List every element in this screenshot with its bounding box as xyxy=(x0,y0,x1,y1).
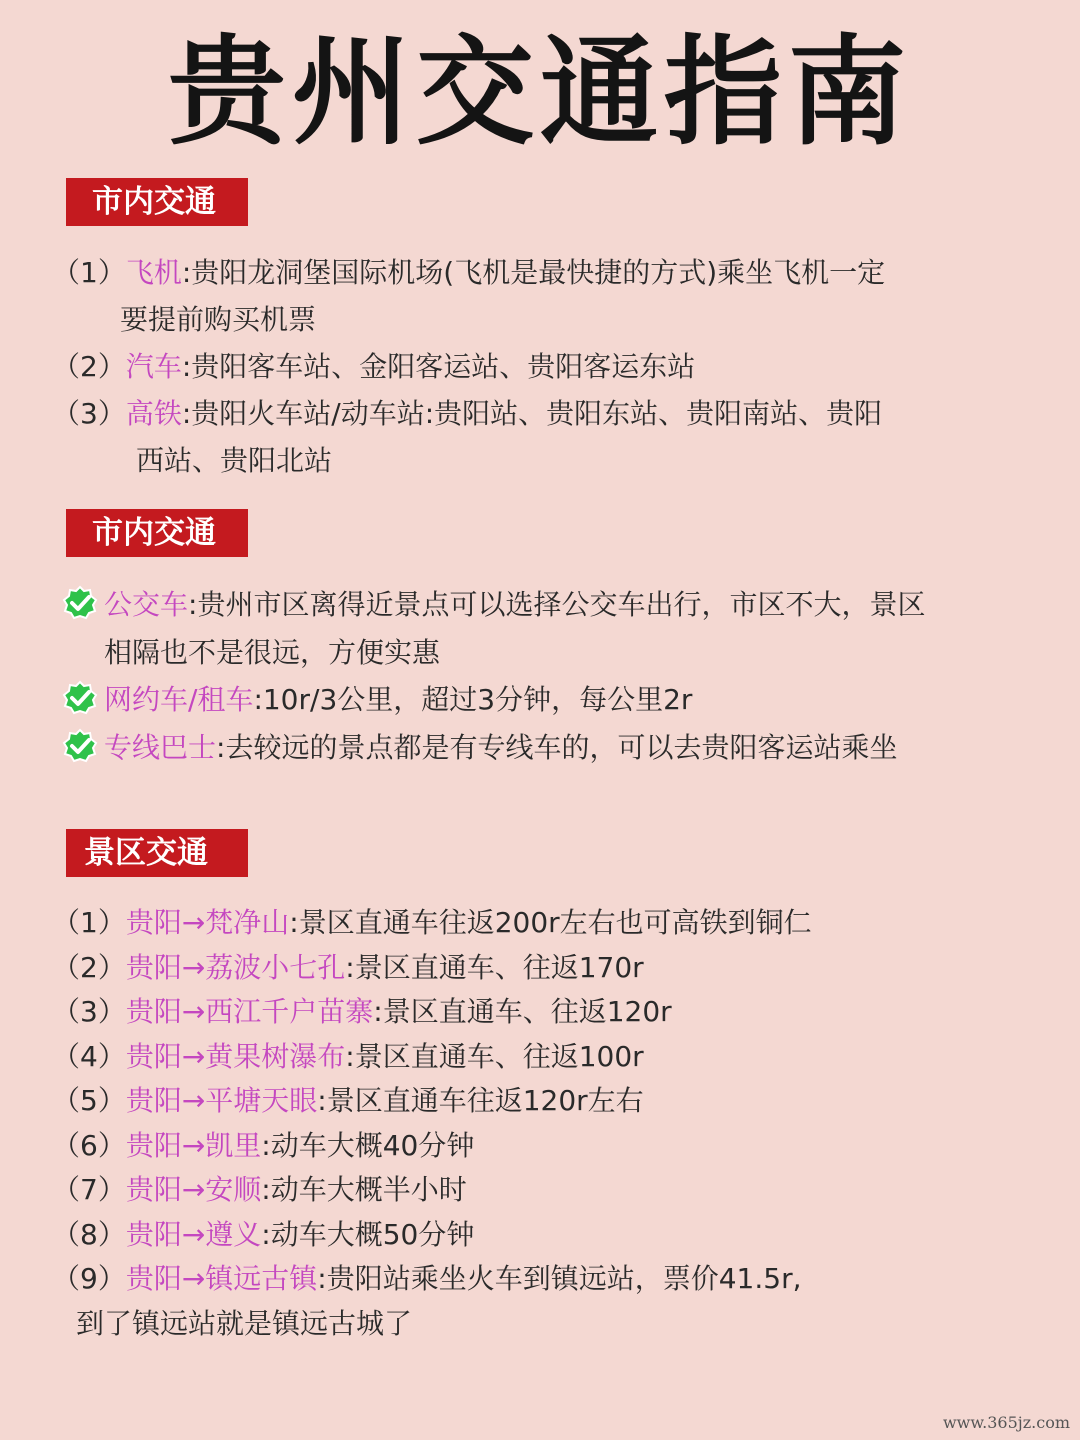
list-item xyxy=(52,948,644,988)
item-label: 贵阳→黄果树瀑布 xyxy=(125,1040,346,1073)
list-item xyxy=(52,1126,474,1166)
item-label: 贵阳→西江千户苗寨 xyxy=(125,995,374,1028)
item-number: （6） xyxy=(52,1129,126,1162)
list-item xyxy=(52,1081,644,1121)
list-item xyxy=(52,1037,644,1077)
item-label: 贵阳→安顺 xyxy=(125,1173,262,1206)
list-item xyxy=(52,347,695,387)
item-continuation: 相隔也不是很远，方便实惠 xyxy=(104,636,441,669)
item-label: 贵阳→荔波小七孔 xyxy=(125,951,346,984)
item-number: （7） xyxy=(52,1173,126,1206)
item-number: （1） xyxy=(52,256,126,289)
item-label: 贵阳→镇远古镇 xyxy=(125,1262,318,1295)
item-number: （1） xyxy=(52,906,126,939)
section-heading-city-transport: 市内交通 xyxy=(66,178,248,226)
item-text: :贵阳火车站/动车站:贵阳站、贵阳东站、贵阳南站、贵阳 xyxy=(181,397,883,430)
item-text: :景区直通车、往返170r xyxy=(345,951,644,984)
item-label: 贵阳→梵净山 xyxy=(125,906,290,939)
item-label: 贵阳→凯里 xyxy=(125,1129,262,1162)
item-number: （2） xyxy=(52,951,126,984)
item-text: :景区直通车、往返100r xyxy=(345,1040,644,1073)
item-continuation: 要提前购买机票 xyxy=(120,303,317,336)
check-badge-icon xyxy=(62,680,98,716)
page-title: 贵州交通指南 xyxy=(167,23,912,161)
item-number: （9） xyxy=(52,1262,126,1295)
item-number: （5） xyxy=(52,1084,126,1117)
list-item xyxy=(52,253,885,293)
item-number: （3） xyxy=(52,397,126,430)
item-label: 网约车/租车 xyxy=(104,683,254,716)
item-number: （8） xyxy=(52,1218,126,1251)
list-item xyxy=(52,1259,802,1299)
item-continuation: 到了镇远站就是镇远古城了 xyxy=(76,1307,413,1340)
item-label: 高铁 xyxy=(125,397,182,430)
item-label: 贵阳→平塘天眼 xyxy=(125,1084,318,1117)
check-badge-icon xyxy=(62,728,98,764)
item-text: :贵阳客车站、金阳客运站、贵阳客运东站 xyxy=(181,350,696,383)
watermark: www.365jz.com xyxy=(942,1413,1070,1432)
list-item xyxy=(52,903,812,943)
list-item xyxy=(52,992,672,1032)
item-continuation: 西站、贵阳北站 xyxy=(136,444,333,477)
list-item xyxy=(52,1170,467,1210)
check-badge-icon xyxy=(62,585,98,621)
list-item xyxy=(52,1215,474,1255)
item-label: 飞机 xyxy=(125,256,182,289)
item-text: :贵阳龙洞堡国际机场(飞机是最快捷的方式)乘坐飞机一定 xyxy=(181,256,886,289)
item-number: （4） xyxy=(52,1040,126,1073)
item-text: :去较远的景点都是有专线车的，可以去贵阳客运站乘坐 xyxy=(216,731,898,764)
item-text: :贵阳站乘坐火车到镇远站，票价41.5r, xyxy=(317,1262,802,1295)
item-text: :动车大概50分钟 xyxy=(261,1218,475,1251)
item-text: :景区直通车往返200r左右也可高铁到铜仁 xyxy=(289,906,812,939)
item-label: 公交车 xyxy=(104,588,189,621)
list-item xyxy=(104,728,897,768)
item-label: 贵阳→遵义 xyxy=(125,1218,262,1251)
item-text: :动车大概40分钟 xyxy=(261,1129,475,1162)
section-heading-scenic-transport: 景区交通 xyxy=(66,829,248,877)
item-number: （3） xyxy=(52,995,126,1028)
list-item xyxy=(104,680,692,720)
list-item xyxy=(52,394,882,434)
item-number: （2） xyxy=(52,350,126,383)
item-text: :贵州市区离得近景点可以选择公交车出行，市区不大，景区 xyxy=(188,588,926,621)
item-text: :动车大概半小时 xyxy=(261,1173,467,1206)
item-text: :景区直通车往返120r左右 xyxy=(317,1084,644,1117)
item-text: :10r/3公里，超过3分钟，每公里2r xyxy=(253,683,693,716)
item-label: 专线巴士 xyxy=(104,731,217,764)
item-text: :景区直通车、往返120r xyxy=(373,995,672,1028)
item-label: 汽车 xyxy=(125,350,182,383)
list-item xyxy=(104,585,925,625)
section-heading-city-transport-2: 市内交通 xyxy=(66,509,248,557)
